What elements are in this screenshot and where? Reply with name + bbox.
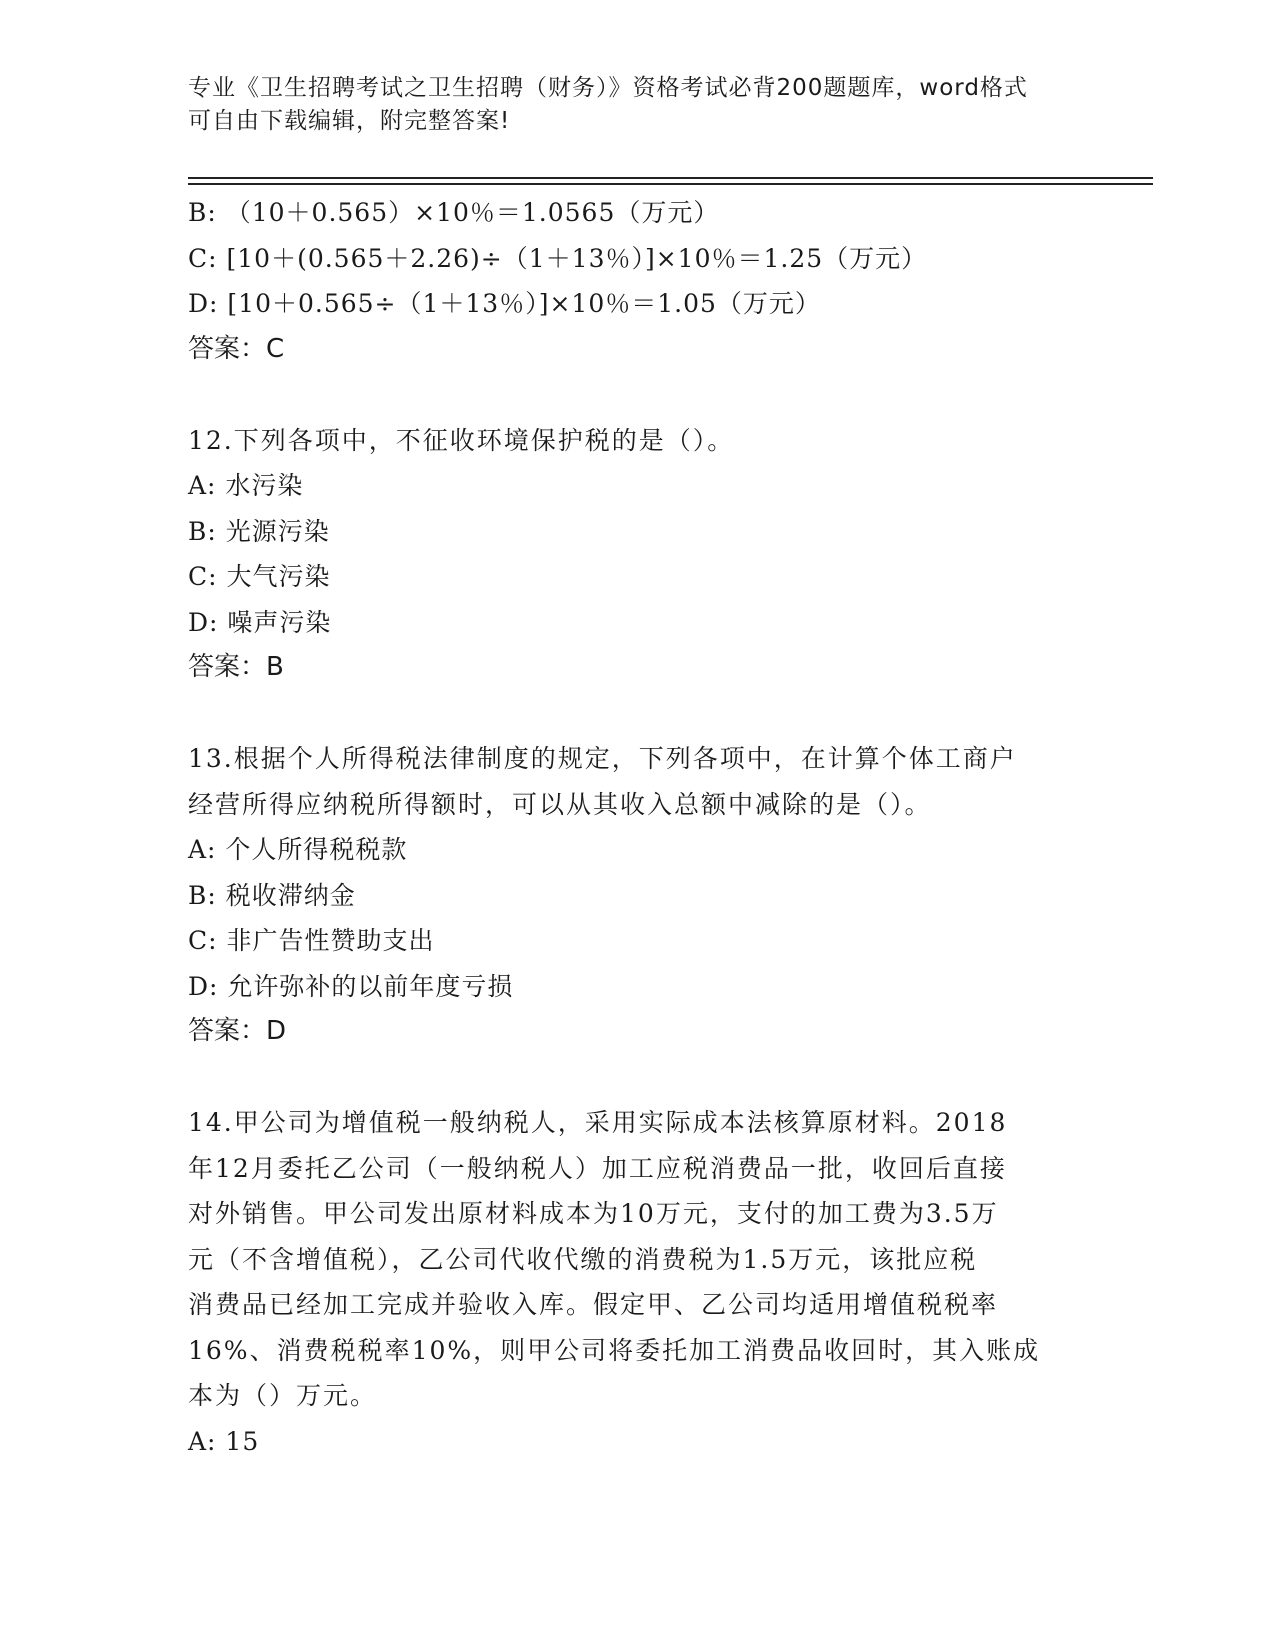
option-a: A: 个人所得税税款 [188, 835, 408, 864]
spacer [188, 691, 1068, 737]
stem-line: 消费品已经加工完成并验收入库。假定甲、乙公司均适用增值税税率 [188, 1290, 999, 1319]
question-content [188, 190, 1068, 1464]
option-a: A: 水污染 [188, 471, 304, 500]
spacer [188, 372, 1068, 418]
spacer [188, 1055, 1068, 1101]
question-13 [188, 736, 1068, 1055]
question-stem [188, 1100, 1068, 1419]
option-d: D: [10＋0.565÷（1＋13％）]×10％＝1.05（万元） [188, 289, 821, 318]
stem-line: 16%、消费税税率10%，则甲公司将委托加工消费品收回时，其入账成 [188, 1335, 1041, 1365]
header-title-line-1: 专业《卫生招聘考试之卫生招聘（财务）》资格考试必背200题题库，word格式 [188, 75, 1028, 101]
stem-line: 14.甲公司为增值税一般纳税人，采用实际成本法核算原材料。2018 [188, 1108, 1008, 1137]
question-11-tail [188, 190, 1068, 372]
answer-label: 答案：B [188, 652, 284, 682]
question-stem [188, 736, 1068, 827]
option-b: B: （10＋0.565）×10％＝1.0565（万元） [188, 198, 720, 227]
option-b: B: 税收滞纳金 [188, 880, 356, 910]
stem-line: 对外销售。甲公司发出原材料成本为10万元，支付的加工费为3.5万 [188, 1199, 999, 1228]
header-divider-top [188, 177, 1153, 179]
stem-line: 经营所得应纳税所得额时，可以从其收入总额中减除的是（）。 [188, 789, 932, 819]
answer-label: 答案：C [188, 333, 285, 364]
option-a: A: 15 [188, 1426, 260, 1456]
option-c: C: 非广告性赞助支出 [188, 926, 435, 955]
stem-line: 12.下列各项中，不征收环境保护税的是（）。 [188, 425, 735, 455]
header-title-line-2: 可自由下载编辑，附完整答案! [188, 108, 511, 134]
stem-line: 13.根据个人所得税法律制度的规定，下列各项中，在计算个体工商户 [188, 744, 1017, 773]
document-header [188, 72, 1068, 138]
question-stem [188, 418, 1068, 464]
option-d: D: 允许弥补的以前年度亏损 [188, 971, 514, 1001]
stem-line: 本为（）万元。 [188, 1381, 378, 1410]
option-d: D: 噪声污染 [188, 607, 332, 637]
stem-line: 元（不含增值税），乙公司代收代缴的消费税为1.5万元，该批应税 [188, 1244, 978, 1274]
question-12 [188, 418, 1068, 691]
option-c: C: [10＋(0.565＋2.26)÷（1＋13％）]×10％＝1.25（万元） [188, 243, 928, 273]
answer-label: 答案：D [188, 1016, 287, 1046]
option-b: B: 光源污染 [188, 516, 330, 546]
question-14 [188, 1100, 1068, 1464]
stem-line: 年12月委托乙公司（一般纳税人）加工应税消费品一批，收回后直接 [188, 1153, 1007, 1183]
option-c: C: 大气污染 [188, 562, 331, 591]
header-divider-bottom [188, 183, 1153, 185]
